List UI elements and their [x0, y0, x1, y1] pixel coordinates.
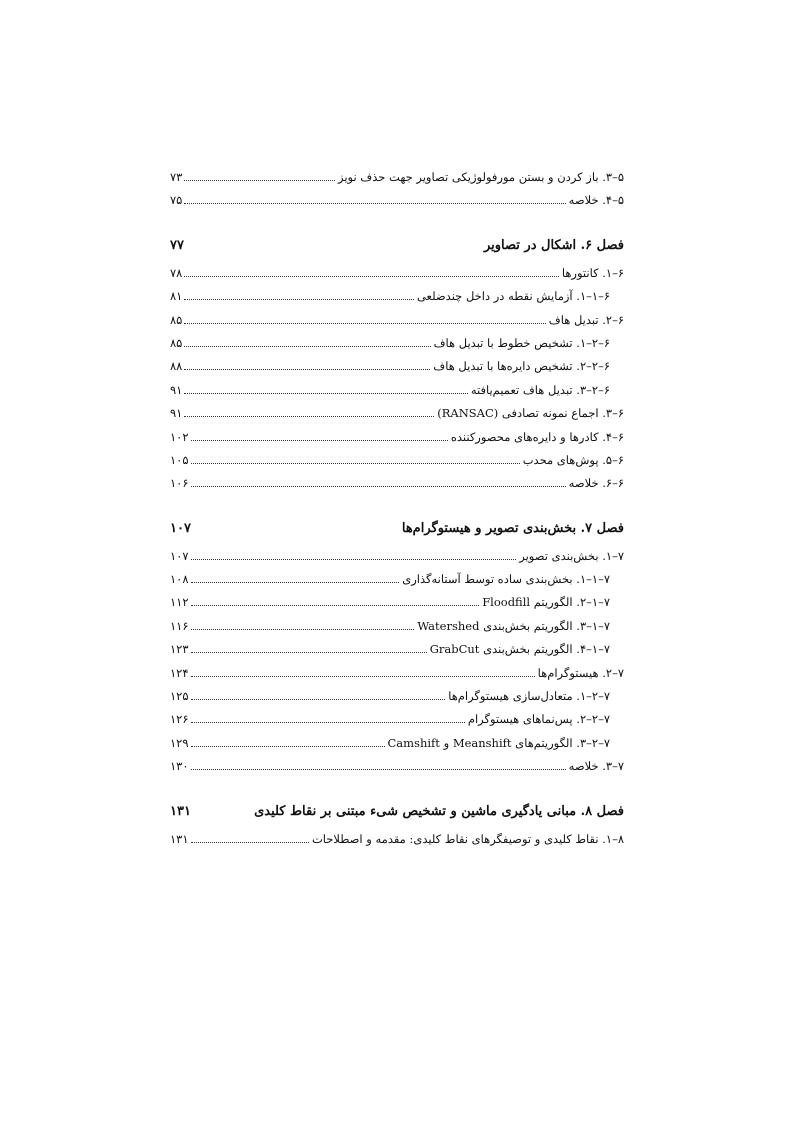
entry-page-number: ۱۲۴	[170, 665, 189, 680]
dot-leader	[184, 408, 434, 418]
entry-title: ۷–۲–۲. پس‌نماهای هیستوگرام	[467, 712, 610, 727]
entry-page-number: ۱۰۵	[170, 452, 189, 467]
entry-title: ۷–۱–۲. الگوریتم Floodfill	[482, 595, 610, 610]
toc-subsection-entry[interactable]	[170, 689, 624, 712]
toc-subsection-entry[interactable]	[170, 383, 624, 406]
toc-subsection-entry[interactable]	[170, 595, 624, 618]
toc-chapter-heading[interactable]	[170, 521, 624, 543]
entry-page-number: ۱۰۲	[170, 429, 189, 444]
entry-title: ۷–۲–۱. متعادل‌سازی هیستوگرام‌ها	[448, 689, 610, 704]
toc-subsection-entry[interactable]	[170, 572, 624, 595]
toc-section-entry[interactable]	[170, 476, 624, 499]
dot-leader	[191, 761, 566, 771]
entry-title: ۵–۳. باز کردن و بستن مورفولوژیکی تصاویر جهت حذف نویز	[337, 170, 624, 184]
entry-title: ۸–۱. نقاط کلیدی و توصیفگرهای نقاط کلیدی: مقدمه و اصطلاحات	[311, 831, 624, 846]
toc-subsection-entry[interactable]	[170, 712, 624, 735]
toc-subsection-entry[interactable]	[170, 642, 624, 665]
spacer	[170, 783, 624, 804]
entry-page-number: ۱۲۵	[170, 689, 189, 704]
entry-title: ۶–۲–۳. تبدیل هاف تعمیم‌یافته	[470, 382, 610, 397]
entry-title: ۷–۱. بخش‌بندی تصویر	[519, 548, 624, 563]
toc-section-entry[interactable]	[170, 666, 624, 689]
toc-section-entry[interactable]	[170, 193, 624, 216]
entry-page-number: ۱۱۶	[170, 618, 189, 633]
dot-leader	[191, 714, 465, 724]
chapter-page-number: ۱۳۱	[170, 803, 191, 819]
entry-page-number: ۸۵	[170, 312, 183, 327]
entry-page-number: ۱۰۸	[170, 572, 189, 587]
entry-title: ۷–۱–۳. الگوریتم بخش‌بندی Watershed	[417, 618, 610, 633]
dot-leader	[184, 361, 430, 371]
entry-page-number: ۸۸	[170, 359, 183, 374]
toc-section-entry[interactable]	[170, 266, 624, 289]
dot-leader	[184, 384, 467, 394]
toc-section-entry[interactable]	[170, 759, 624, 782]
spacer	[170, 217, 624, 238]
toc-subsection-entry[interactable]	[170, 289, 624, 312]
entry-title: ۷–۱–۴. الگوریتم بخش‌بندی GrabCut	[429, 642, 610, 657]
toc-chapter-heading[interactable]	[170, 804, 624, 826]
dot-leader	[191, 454, 520, 464]
toc-section-entry[interactable]	[170, 170, 624, 193]
chapter-page-number: ۷۷	[170, 237, 184, 253]
entry-page-number: ۱۰۶	[170, 476, 189, 491]
entry-page-number: ۱۲۳	[170, 642, 189, 657]
entry-page-number: ۷۵	[170, 193, 183, 208]
dot-leader	[184, 291, 414, 301]
entry-page-number: ۱۳۱	[170, 831, 189, 846]
chapter-title: فصل ۷. بخش‌بندی تصویر و هیستوگرام‌ها	[401, 520, 624, 536]
entry-title: ۵–۴. خلاصه	[568, 193, 624, 208]
toc-section-entry[interactable]	[170, 313, 624, 336]
entry-title: ۶–۲. تبدیل هاف	[548, 312, 624, 327]
chapter-title: فصل ۸. مبانی یادگیری ماشین و تشخیص شیء مبتنی بر نقاط کلیدی	[254, 803, 624, 819]
dot-leader	[191, 550, 517, 560]
chapter-page-number: ۱۰۷	[170, 520, 191, 536]
entry-page-number: ۷۳	[170, 170, 183, 184]
entry-title: ۶–۱–۱. آزمایش نقطه در داخل چندضلعی	[416, 289, 610, 304]
dot-leader	[191, 737, 385, 747]
spacer	[170, 500, 624, 521]
entry-title: ۶–۴. کادرها و دایره‌های محصورکننده	[450, 429, 624, 444]
dot-leader	[191, 431, 448, 441]
entry-page-number: ۷۸	[170, 265, 183, 280]
entry-page-number: ۹۱	[170, 382, 183, 397]
dot-leader	[191, 833, 309, 843]
toc-subsection-entry[interactable]	[170, 359, 624, 382]
entry-page-number: ۱۳۰	[170, 759, 189, 774]
dot-leader	[184, 195, 565, 205]
entry-page-number: ۱۱۲	[170, 595, 189, 610]
entry-title: ۶–۳. اجماع نمونه تصادفی (RANSAC)	[437, 406, 624, 421]
dot-leader	[191, 597, 480, 607]
toc-subsection-entry[interactable]	[170, 736, 624, 759]
entry-page-number: ۱۰۷	[170, 548, 189, 563]
entry-title: ۶–۲–۲. تشخیص دایره‌ها با تبدیل هاف	[433, 359, 610, 374]
entry-title: ۶–۶. خلاصه	[568, 476, 624, 491]
dot-leader	[191, 644, 427, 654]
toc-subsection-entry[interactable]	[170, 336, 624, 359]
entry-title: ۷–۱–۱. بخش‌بندی ساده توسط آستانه‌گذاری	[402, 572, 610, 587]
toc-section-entry[interactable]	[170, 549, 624, 572]
dot-leader	[184, 171, 335, 181]
toc-chapter-heading[interactable]	[170, 238, 624, 260]
entry-page-number: ۱۲۶	[170, 712, 189, 727]
entry-title: ۷–۲. هیستوگرام‌ها	[537, 665, 624, 680]
dot-leader	[191, 620, 415, 630]
toc-section-entry[interactable]	[170, 406, 624, 429]
toc-section-entry[interactable]	[170, 430, 624, 453]
entry-title: ۶–۱. کانتورها	[561, 265, 624, 280]
entry-title: ۷–۳. خلاصه	[568, 759, 624, 774]
toc-subsection-entry[interactable]	[170, 619, 624, 642]
entry-page-number: ۱۲۹	[170, 735, 189, 750]
dot-leader	[184, 314, 545, 324]
entry-page-number: ۹۱	[170, 406, 183, 421]
entry-title: ۶–۵. پوش‌های محدب	[522, 452, 624, 467]
table-of-contents	[170, 170, 624, 855]
entry-page-number: ۸۱	[170, 289, 183, 304]
entry-page-number: ۸۵	[170, 335, 183, 350]
dot-leader	[184, 267, 558, 277]
chapter-title: فصل ۶. اشکال در تصاویر	[483, 237, 624, 253]
dot-leader	[191, 667, 535, 677]
entry-title: ۷–۲–۳. الگوریتم‌های Meanshift و Camshift	[387, 735, 610, 750]
entry-title: ۶–۲–۱. تشخیص خطوط با تبدیل هاف	[433, 335, 610, 350]
dot-leader	[191, 573, 400, 583]
dot-leader	[184, 337, 430, 347]
dot-leader	[191, 478, 566, 488]
toc-section-entry[interactable]	[170, 832, 624, 855]
toc-section-entry[interactable]	[170, 453, 624, 476]
dot-leader	[191, 690, 446, 700]
